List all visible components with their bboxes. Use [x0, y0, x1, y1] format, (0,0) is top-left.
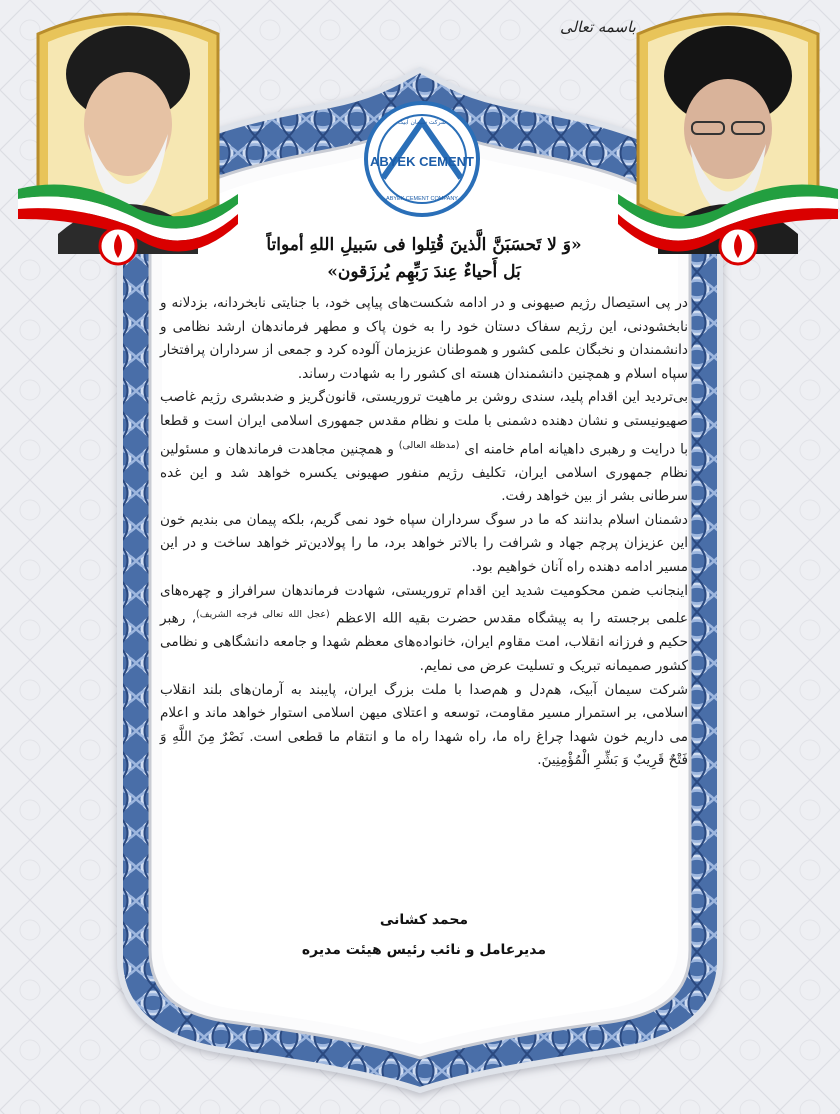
paragraph-3: دشمنان اسلام بدانند که ما در سوگ سرداران سپاه خود نمی گریم، بلکه پیمان می بندیم خون این عزیزان پرچم جهاد و شرافت را بالاتر خواهد برد، ما را پولادین‌تر خواهد ساخت و در این مسیر ادامه دهنده راه آنان خواهیم بود.	[160, 511, 688, 576]
verse-line-1: «وَ لا تَحسَبَنَّ الَّذینَ قُتِلوا فی سَبیلِ اللهِ أمواتاً	[266, 235, 582, 255]
paragraph-1: در پی استیصال رژیم صیهونی و در ادامه شکست‌های پیاپی خود، با جنایتی نابخردانه، بزدلانه و نابخشودنی، این رژیم سفاک دستان خود را به خون پاک و مطهر فرماندهان ارشد نظامی و دانشمندان و نخبگان علمی کشور و هموطنان عزیزمان آلوده کرد و جمعی از سرداران پرافتخار سپاه اسلام و همچنین دانشمندان هسته ای کشور را به شهادت رساند.	[160, 295, 688, 382]
iran-emblem-left	[100, 228, 136, 264]
logo-top-text: شرکت سیمان آبیک	[398, 119, 446, 126]
signature-title: مدیرعامل و نائب رئیس هیئت مدیره	[301, 942, 547, 958]
paragraph-5: شرکت سیمان آبیک، هم‌دل و هم‌صدا با ملت بزرگ ایران، پایبند به آرمان‌های بلند انقلاب اسلامی، بر استمرار مسیر مقاومت، توسعه و اعتلای میهن اسلامی استوار خواهد ماند و اعلام می داریم خون شهدا چراغ راه ما، راه شهدا راه ما و انتقام ما قطعی است. نَصْرٌ مِنَ اللَّهِ وَ فَتْحٌ قَرِیبٌ وَ بَشِّرِ الْمُؤْمِنِینَ.	[160, 681, 688, 769]
verse-line-2: بَل أَحیاءٌ عِندَ رَبِّهِم یُرزَقون»	[327, 262, 521, 282]
paragraph-4-part-a: اینجانب ضمن محکومیت شدید این اقدام تروریستی، شهادت فرماندهان سرافراز و چهره‌های علمی برجسته را به پیشگاه مقدس حضرت بقیه الله الاعظم	[160, 582, 689, 627]
logo-brand-text: ABYEK CEMENT	[369, 154, 475, 169]
paragraph-2-part-b: و همچنین مجاهدت فرماندهان و مسئولین نظام جمهوری اسلامی ایران، تکلیف رژیم منفور صهیونی یکسره خواهد شد و این غده سرطانی بشر از بین خواهد رفت.	[160, 441, 688, 505]
iran-emblem-right	[720, 228, 756, 264]
company-logo	[363, 100, 481, 218]
paragraph-4-part-b: ، رهبر حکیم و فرزانه انقلاب، امت مقاوم ایران، خانواده‌های معظم شهدا و جامعه دانشگاهی و نظامی کشور صمیمانه تبریک و تسلیت عرض می نمایم.	[160, 610, 688, 674]
logo-bottom-text: ABYEK CEMENT COMPANY	[386, 196, 458, 202]
signature-name: محمد کشانی	[379, 912, 469, 928]
invocation-calligraphy: باسمه تعالی	[560, 18, 636, 36]
statement-content	[160, 232, 688, 773]
paragraph-2	[160, 386, 688, 509]
paragraph-4	[160, 580, 688, 679]
paragraph-2-part-a: بی‌تردید این اقدام پلید، سندی روشن بر ماهیت تروریستی، قانون‌گریز و ضدبشری رژیم غاصب صهیونیستی و نشان دهنده دشمنی با ملت و نظام مقدس جمهوری اسلامی ایران است و قطعا با درایت و رهبری داهیانه امام خامنه ای	[160, 389, 688, 458]
quran-verse	[160, 232, 688, 286]
paragraph-2-honorific: (مدظله العالی)	[398, 439, 460, 451]
paragraph-4-honorific: (عجل الله تعالی فرجه الشریف)	[196, 609, 330, 621]
